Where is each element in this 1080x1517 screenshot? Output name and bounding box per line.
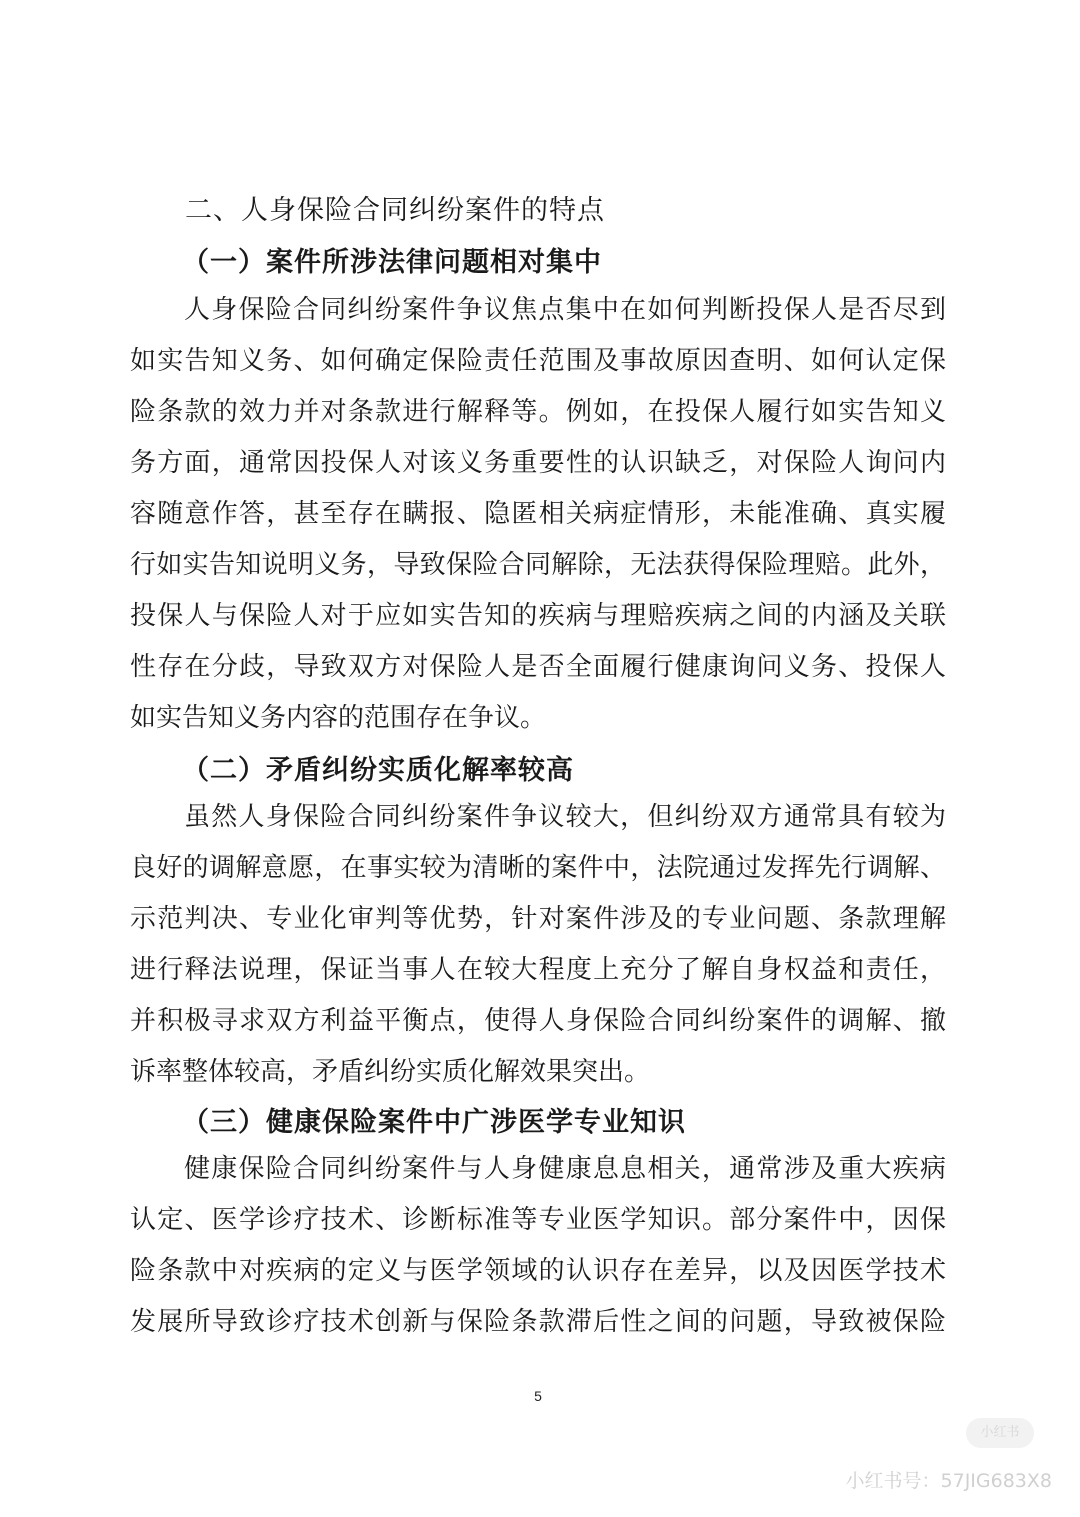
watermark-account-id: 小红书号：57JIG683X8 <box>845 1470 1052 1492</box>
paragraph-line: 险条款中对疾病的定义与医学领域的认识存在差异，以及因医学技术 <box>130 1256 946 1286</box>
paragraph-line: 进行释法说理，保证当事人在较大程度上充分了解自身权益和责任， <box>130 955 946 985</box>
page-number: 5 <box>534 1388 542 1404</box>
paragraph-line: 如实告知义务内容的范围存在争议。 <box>130 703 547 733</box>
paragraph-line: 投保人与保险人对于应如实告知的疾病与理赔疾病之间的内涵及关联 <box>130 601 946 631</box>
section-title: 二、人身保险合同纠纷案件的特点 <box>185 195 605 226</box>
paragraph-line: 如实告知义务、如何确定保险责任范围及事故原因查明、如何认定保 <box>130 346 946 376</box>
paragraph-line: 认定、医学诊疗技术、诊断标准等专业医学知识。部分案件中，因保 <box>130 1205 946 1235</box>
paragraph-line: 容随意作答，甚至存在瞒报、隐匿相关病症情形，未能准确、真实履 <box>130 499 946 529</box>
paragraph-line: 虽然人身保险合同纠纷案件争议较大，但纠纷双方通常具有较为 <box>184 802 946 832</box>
paragraph-line: 务方面，通常因投保人对该义务重要性的认识缺乏，对保险人询问内 <box>130 448 946 478</box>
paragraph-line: 良好的调解意愿，在事实较为清晰的案件中，法院通过发挥先行调解、 <box>130 853 946 883</box>
paragraph-line: 发展所导致诊疗技术创新与保险条款滞后性之间的问题，导致被保险 <box>130 1307 946 1337</box>
paragraph-2 <box>130 792 946 1098</box>
paragraph-1 <box>130 285 946 744</box>
paragraph-line: 行如实告知说明义务，导致保险合同解除，无法获得保险理赔。此外， <box>130 550 946 580</box>
paragraph-3 <box>130 1144 946 1348</box>
paragraph-line: 诉率整体较高，矛盾纠纷实质化解效果突出。 <box>130 1057 651 1087</box>
paragraph-line: 并积极寻求双方利益平衡点，使得人身保险合同纠纷案件的调解、撤 <box>130 1006 946 1036</box>
watermark-logo: 小红书 <box>966 1418 1034 1448</box>
subsection-heading-2: （二）矛盾纠纷实质化解率较高 <box>182 755 574 786</box>
paragraph-line: 性存在分歧，导致双方对保险人是否全面履行健康询问义务、投保人 <box>130 652 946 682</box>
paragraph-line: 险条款的效力并对条款进行解释等。例如，在投保人履行如实告知义 <box>130 397 946 427</box>
paragraph-line: 人身保险合同纠纷案件争议焦点集中在如何判断投保人是否尽到 <box>184 295 946 325</box>
subsection-heading-1: （一）案件所涉法律问题相对集中 <box>182 247 602 278</box>
paragraph-line: 健康保险合同纠纷案件与人身健康息息相关，通常涉及重大疾病 <box>184 1154 946 1184</box>
subsection-heading-3: （三）健康保险案件中广涉医学专业知识 <box>182 1107 686 1138</box>
paragraph-line: 示范判决、专业化审判等优势，针对案件涉及的专业问题、条款理解 <box>130 904 946 934</box>
